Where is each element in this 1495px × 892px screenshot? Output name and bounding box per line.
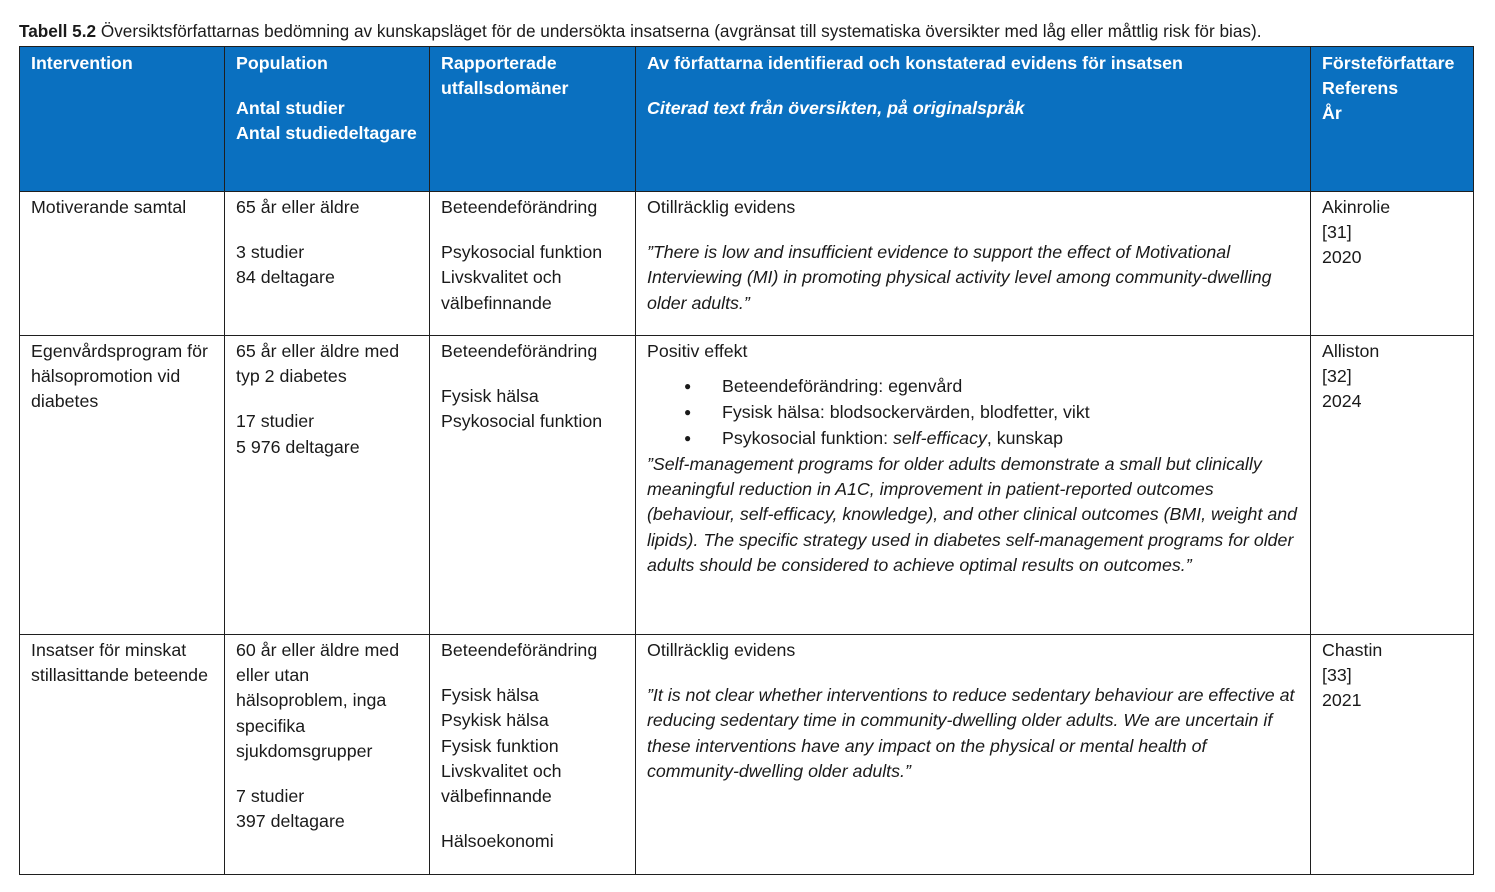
list-item: [722, 374, 1299, 400]
header-intervention: [20, 47, 225, 192]
cell-domains: [430, 192, 636, 336]
cell-population: [225, 336, 430, 635]
cell-population: [225, 192, 430, 336]
header-row: [20, 47, 1474, 192]
table-row: [20, 635, 1474, 875]
effect-item-text: Beteendeförändring: egenvård: [722, 376, 963, 397]
domain-item: Fysisk hälsa: [441, 386, 539, 407]
evidence-quote: ”There is low and insufficient evidence to support the effect of Motivational Interviewing (MI) in promoting physical activity level among community-dwelling older adults.”: [647, 242, 1272, 313]
domain-item: Psykosocial funktion: [441, 411, 603, 432]
header-reference-label: Referens: [1322, 78, 1399, 99]
effect-item-text: Fysisk hälsa: blodsockervärden, blodfetter, vikt: [722, 402, 1090, 423]
domain-item: Beteendeförändring: [441, 341, 598, 361]
domain-item: Hälsoekonomi: [441, 831, 554, 852]
caption-label: Tabell 5.2: [19, 21, 97, 41]
header-evidence-label: Av författarna identifierad och konstaterad evidens för insatsen: [647, 53, 1183, 73]
population-text: 65 år eller äldre: [236, 197, 360, 217]
author-name: Chastin: [1322, 640, 1383, 660]
table-row: [20, 192, 1474, 336]
domain-item: Livskvalitet och välbefinnande: [441, 760, 562, 807]
cell-reference: [1311, 336, 1474, 635]
publication-year: 2021: [1322, 690, 1362, 711]
cell-evidence: [636, 336, 1311, 635]
publication-year: 2020: [1322, 247, 1362, 268]
evidence-verdict: Otillräcklig evidens: [647, 197, 796, 217]
evidence-quote: ”It is not clear whether interventions to reduce sedentary behaviour are effective at reducing sedentary time in community-dwelling older adults. We are uncertain if these interventions have any impact on the physical or mental health of community-dwelling older adults.”: [647, 685, 1295, 781]
intervention-text: Motiverande samtal: [31, 197, 187, 217]
header-intervention-label: Intervention: [31, 53, 133, 73]
cell-evidence: [636, 192, 1311, 336]
domain-item: Fysisk funktion: [441, 735, 559, 756]
header-evidence: [636, 47, 1311, 192]
intervention-text: Insatser för minskat stillasittande beteende: [31, 640, 208, 686]
cell-reference: [1311, 635, 1474, 875]
domain-item: Beteendeförändring: [441, 197, 598, 217]
domain-item: Beteendeförändring: [441, 640, 598, 660]
domain-item: Fysisk hälsa: [441, 685, 539, 706]
author-name: Akinrolie: [1322, 197, 1391, 217]
reference-number: [31]: [1322, 222, 1352, 243]
header-author: [1311, 47, 1474, 192]
effect-item-suffix: , kunskap: [986, 428, 1063, 449]
header-antal-deltagare: Antal studiedeltagare: [236, 123, 417, 144]
studies-count: 17 studier: [236, 411, 315, 432]
header-evidence-sub: Citerad text från översikten, på originalspråk: [647, 98, 1025, 119]
effect-list: [647, 374, 1299, 452]
header-year-label: År: [1322, 103, 1342, 124]
evidence-table: [19, 46, 1474, 875]
cell-intervention: [20, 635, 225, 875]
cell-intervention: [20, 336, 225, 635]
population-text: 60 år eller äldre med eller utan hälsoproblem, inga specifika sjukdomsgrupper: [236, 640, 400, 761]
domain-item: Psykisk hälsa: [441, 710, 549, 731]
participants-count: 5 976 deltagare: [236, 436, 360, 457]
studies-count: 3 studier: [236, 242, 305, 263]
caption-text: Översiktsförfattarnas bedömning av kunskapsläget för de undersökta insatserna (avgränsat till systematiska översikter med låg eller måttlig risk för bias).: [96, 21, 1262, 41]
participants-count: 397 deltagare: [236, 811, 345, 832]
cell-domains: [430, 336, 636, 635]
effect-item-italic: self-efficacy: [892, 428, 987, 449]
header-domains-line1: Rapporterade: [441, 53, 557, 73]
cell-population: [225, 635, 430, 875]
reference-number: [33]: [1322, 665, 1352, 686]
evidence-quote: ”Self-management programs for older adults demonstrate a small but clinically meaningful reduction in A1C, improvement in patient-reported outcomes (behaviour, self-efficacy, knowledge), and other clinical outcomes (BMI, weight and lipids). The specific strategy used in diabetes self-management programs for older adults should be considered to achieve optimal results on outcomes.”: [647, 453, 1297, 575]
header-antal-studier: Antal studier: [236, 98, 345, 119]
header-population-label: Population: [236, 53, 328, 73]
publication-year: 2024: [1322, 391, 1362, 412]
evidence-verdict: Positiv effekt: [647, 341, 748, 361]
evidence-verdict: Otillräcklig evidens: [647, 640, 796, 660]
population-text: 65 år eller äldre med typ 2 diabetes: [236, 341, 400, 387]
domain-item: Psykosocial funktion: [441, 242, 603, 263]
author-name: Alliston: [1322, 341, 1380, 361]
domain-item: Livskvalitet och välbefinnande: [441, 267, 562, 313]
table-caption: [19, 20, 1479, 42]
studies-count: 7 studier: [236, 786, 305, 807]
reference-number: [32]: [1322, 366, 1352, 387]
header-domains-line2: utfallsdomäner: [441, 78, 569, 99]
cell-domains: [430, 635, 636, 875]
table-row: [20, 336, 1474, 635]
cell-intervention: [20, 192, 225, 336]
cell-reference: [1311, 192, 1474, 336]
header-domains: [430, 47, 636, 192]
header-author-label: Försteförfattare: [1322, 53, 1455, 73]
header-population: [225, 47, 430, 192]
list-item: [722, 426, 1299, 452]
participants-count: 84 deltagare: [236, 267, 335, 288]
effect-item-text: Psykosocial funktion:: [722, 428, 893, 449]
list-item: [722, 400, 1299, 426]
cell-evidence: [636, 635, 1311, 875]
intervention-text: Egenvårdsprogram för hälsopromotion vid diabetes: [31, 341, 208, 412]
